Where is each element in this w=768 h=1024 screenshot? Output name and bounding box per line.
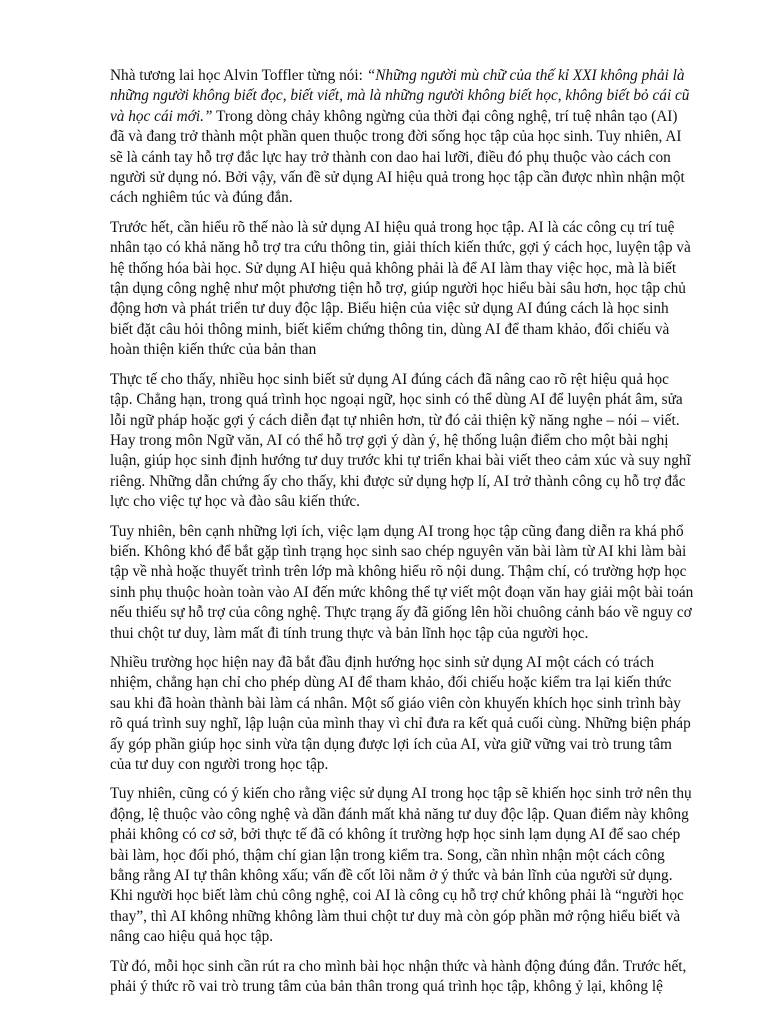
document-page	[110, 66, 694, 1006]
counterargument-text: Tuy nhiên, cũng có ý kiến cho rằng việc sử dụng AI trong học tập sẽ khiến học sinh trở nên thụ động, lệ thuộc vào công nghệ và dần đánh mất khả năng tư duy độc lập. Quan điểm này không phải không có cơ sở, bởi thực tế đã có không ít trường hợp học sinh lạm dụng AI để sao chép bài làm, học đối phó, thậm chí gian lận trong kiểm tra. Song, cần nhìn nhận một cách công bằng rằng AI tự thân không xấu; vấn đề cốt lõi nằm ở ý thức và bản lĩnh của người sử dụng. Khi người học biết làm chủ công nghệ, coi AI là công cụ hỗ trợ chứ không phải là “người học thay”, thì AI không những không làm thui chột tư duy mà còn góp phần mở rộng hiểu biết và nâng cao hiệu quả học tập.	[110, 785, 692, 946]
paragraph-misuse	[110, 522, 694, 644]
paragraph-definition	[110, 218, 694, 361]
intro-lead-text: Nhà tương lai học Alvin Toffler từng nói:	[110, 67, 367, 84]
evidence-text: Thực tế cho thấy, nhiều học sinh biết sử dụng AI đúng cách đã nâng cao rõ rệt hiệu quả học tập. Chẳng hạn, trong quá trình học ngoại ngữ, học sinh có thể dùng AI để luyện phát âm, sửa lỗi ngữ pháp hoặc gợi ý cách diễn đạt tự nhiên hơn, từ đó cải thiện kỹ năng nghe – nói – viết. Hay trong môn Ngữ văn, AI có thể hỗ trợ gợi ý dàn ý, hệ thống luận điểm cho một bài nghị luận, giúp học sinh định hướng tư duy trước khi tự triển khai bài viết theo cảm xúc và suy nghĩ riêng. Những dẫn chứng ấy cho thấy, khi được sử dụng hợp lí, AI trở thành công cụ hỗ trợ đắc lực cho việc tự học và đào sâu kiến thức.	[110, 370, 691, 511]
intro-body-text: Trong dòng chảy không ngừng của thời đại công nghệ, trí tuệ nhân tạo (AI) đã và đang trở thành một phần quen thuộc trong đời sống học tập của học sinh. Tuy nhiên, AI sẽ là cánh tay hỗ trợ đắc lực hay trở thành con dao hai lưỡi, điều đó phụ thuộc vào cách con người sử dụng nó. Bởi vậy, vấn đề sử dụng AI hiệu quả trong học tập cần được nhìn nhận một cách nghiêm túc và đúng đắn.	[110, 107, 685, 207]
definition-text: Trước hết, cần hiểu rõ thế nào là sử dụng AI hiệu quả trong học tập. AI là các công cụ trí tuệ nhân tạo có khả năng hỗ trợ tra cứu thông tin, giải thích kiến thức, gợi ý cách học, luyện tập và hệ thống hóa bài học. Sử dụng AI hiệu quả không phải là để AI làm thay việc học, mà là biết tận dụng công nghệ như một phương tiện hỗ trợ, giúp người học hiểu bài sâu hơn, học tập chủ động hơn và phát triển tư duy độc lập. Biểu hiện của việc sử dụng AI đúng cách là học sinh biết đặt câu hỏi thông minh, biết kiểm chứng thông tin, dùng AI để tham khảo, đối chiếu và hoàn thiện kiến thức của bản than	[110, 218, 691, 359]
paragraph-evidence	[110, 370, 694, 513]
paragraph-lesson	[110, 957, 694, 998]
paragraph-intro	[110, 66, 694, 209]
lesson-text: Từ đó, mỗi học sinh cần rút ra cho mình bài học nhận thức và hành động đúng đắn. Trước hết, phải ý thức rõ vai trò trung tâm của bản thân trong quá trình học tập, không ỷ lại, không lệ	[110, 957, 687, 996]
school-guidance-text: Nhiều trường học hiện nay đã bắt đầu định hướng học sinh sử dụng AI một cách có trách nhiệm, chẳng hạn chỉ cho phép dùng AI để tham khảo, đối chiếu hoặc kiểm tra lại kiến thức sau khi đã hoàn thành bài làm cá nhân. Một số giáo viên còn khuyến khích học sinh trình bày rõ quá trình suy nghĩ, lập luận của mình thay vì chỉ đưa ra kết quả cuối cùng. Những biện pháp ấy góp phần giúp học sinh vừa tận dụng được lợi ích của AI, vừa giữ vững vai trò trung tâm của tư duy con người trong học tập.	[110, 653, 691, 773]
paragraph-counterargument	[110, 784, 694, 947]
misuse-text: Tuy nhiên, bên cạnh những lợi ích, việc lạm dụng AI trong học tập cũng đang diễn ra khá phổ biến. Không khó để bắt gặp tình trạng học sinh sao chép nguyên văn bài làm từ AI khi làm bài tập về nhà hoặc thuyết trình trên lớp mà không hiểu rõ nội dung. Thậm chí, có trường hợp học sinh phụ thuộc hoàn toàn vào AI đến mức không thể tự viết một đoạn văn hay giải một bài toán nếu thiếu sự hỗ trợ của công nghệ. Thực trạng ấy đã giống lên hồi chuông cảnh báo về nguy cơ thui chột tư duy, làm mất đi tính trung thực và bản lĩnh học tập của người học.	[110, 522, 694, 642]
toffler-quote: “Những người mù chữ của thế kỉ XXI không phải là những người không biết đọc, biết viết, mà là những người không biết học, không biết bỏ cái cũ và học cái mới.”	[110, 67, 690, 125]
paragraph-school-guidance	[110, 653, 694, 775]
